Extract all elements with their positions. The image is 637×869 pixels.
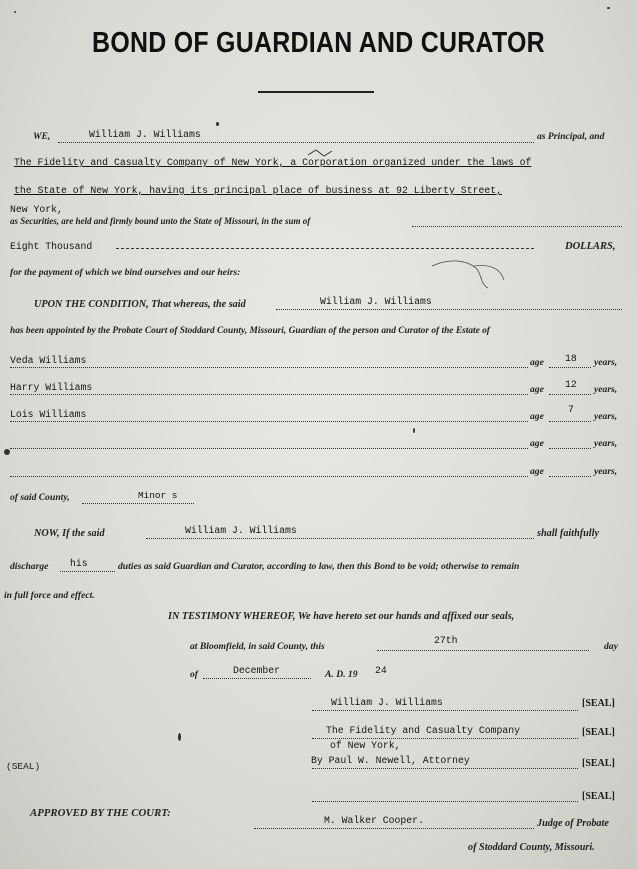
minor-line-1 <box>10 367 528 368</box>
minor-line-5 <box>10 476 528 477</box>
minor-line-3 <box>10 421 528 422</box>
age-line-5 <box>549 476 591 477</box>
sum-dashed-line <box>116 248 534 249</box>
day-dotted-line <box>377 650 589 651</box>
we-label: WE, <box>33 131 51 142</box>
seal-label-4: [SEAL] <box>582 791 615 802</box>
age-label-1: age <box>530 357 544 368</box>
signature-surety-line2: of New York, <box>330 740 401 751</box>
years-label-5: years, <box>594 466 618 477</box>
now-name: William J. Williams <box>185 525 297 536</box>
scan-speck-5 <box>14 11 16 13</box>
years-label-1: years, <box>594 357 618 368</box>
surety-line-3: New York, <box>10 204 63 215</box>
years-label-4: years, <box>594 438 618 449</box>
year-value: 24 <box>375 665 387 676</box>
county-label: of said County, <box>10 492 70 503</box>
month-dotted-line <box>203 678 311 679</box>
appointed-text: has been appointed by the Probate Court of Stoddard County, Missouri, Guardian of the person and Curator of the Estate of <box>10 326 490 336</box>
scan-speck-2 <box>413 428 415 433</box>
pronoun-dotted-line <box>60 571 115 572</box>
years-label-2: years, <box>594 384 618 395</box>
title-underline <box>258 91 374 93</box>
document-title: BOND OF GUARDIAN AND CURATOR <box>92 27 545 59</box>
seal-label-3: [SEAL] <box>582 758 615 769</box>
judge-dotted-line <box>254 828 534 829</box>
minor-name-2: Harry Williams <box>10 382 93 393</box>
payment-text: for the payment of which we bind ourselves and our heirs: <box>10 267 241 278</box>
age-line-4 <box>549 448 591 449</box>
minors-dotted-line <box>82 503 194 504</box>
sum-amount: Eight Thousand <box>10 241 93 252</box>
principal-dotted-line <box>58 142 534 143</box>
signature-line-4 <box>312 801 578 802</box>
signature-surety-line1: The Fidelity and Casualty Company <box>326 725 521 736</box>
minors-word: Minor s <box>138 490 178 501</box>
dollars-label: DOLLARS, <box>565 241 616 252</box>
surety-line-2: the State of New York, having its principal place of business at 92 Liberty Street, <box>14 185 502 196</box>
years-label-3: years, <box>594 411 618 422</box>
left-seal-label: (SEAL) <box>6 761 41 772</box>
signature-line-2 <box>312 738 578 739</box>
guardian-dotted-line <box>276 309 622 310</box>
ad-label: A. D. 19 <box>325 669 358 680</box>
held-dotted-line <box>412 226 622 227</box>
scan-mark-check <box>306 147 336 161</box>
month-value: December <box>233 665 281 676</box>
guardian-name: William J. Williams <box>320 296 432 307</box>
of-label: of <box>190 669 198 680</box>
day-label: day <box>604 641 618 652</box>
signature-line-3 <box>312 768 578 769</box>
as-principal-label: as Principal, and <box>537 131 605 142</box>
minor-line-4 <box>10 448 528 449</box>
age-label-4: age <box>530 438 544 449</box>
age-line-3 <box>549 421 591 422</box>
principal-name: William J. Williams <box>89 129 201 140</box>
minor-line-2 <box>10 394 528 395</box>
scan-speck-4 <box>4 449 10 455</box>
discharge-label: discharge <box>10 561 49 572</box>
now-text: NOW, If the said <box>34 528 105 539</box>
held-text: as Securities, are held and firmly bound unto the State of Missouri, in the sum of <box>10 216 311 226</box>
county-name: of Stoddard County, Missouri. <box>468 842 595 853</box>
minor-name-3: Lois Williams <box>10 409 87 420</box>
signature-line-1 <box>312 710 578 711</box>
age-label-3: age <box>530 411 544 422</box>
seal-label-1: [SEAL] <box>582 698 615 709</box>
minor-age-2: 12 <box>565 379 577 390</box>
minor-name-1: Veda Williams <box>10 355 87 366</box>
minor-age-3: 7 <box>568 404 574 415</box>
judge-name: M. Walker Cooper. <box>324 815 424 826</box>
now-dotted-line <box>146 538 534 539</box>
signature-principal: William J. Williams <box>331 697 443 708</box>
pronoun-value: his <box>70 558 88 569</box>
at-bloomfield-text: at Bloomfield, in said County, this <box>190 641 325 652</box>
signature-surety-line3: By Paul W. Newell, Attorney <box>311 755 470 766</box>
minor-age-1: 18 <box>565 353 577 364</box>
age-line-2 <box>549 394 591 395</box>
age-label-2: age <box>530 384 544 395</box>
force-text: in full force and effect. <box>4 590 95 601</box>
seal-label-2: [SEAL] <box>582 727 615 738</box>
surety-line-1: The Fidelity and Casualty Company of New York, a Corporation organized under the laws of <box>14 157 532 168</box>
age-label-5: age <box>530 466 544 477</box>
scan-mark-scribble <box>430 254 520 294</box>
duties-text: duties as said Guardian and Curator, according to law, then this Bond to be void; otherwise to remain <box>118 561 520 572</box>
day-value: 27th <box>434 635 458 646</box>
judge-title: Judge of Probate <box>537 818 609 829</box>
age-line-1 <box>549 367 591 368</box>
upon-condition-text: UPON THE CONDITION, That whereas, the said <box>34 299 246 310</box>
scan-speck-6 <box>607 7 610 9</box>
scan-speck-3 <box>178 733 181 741</box>
approved-label: APPROVED BY THE COURT: <box>30 807 171 819</box>
faithfully-label: shall faithfully <box>537 528 599 539</box>
scan-speck-1 <box>216 122 219 126</box>
testimony-line: IN TESTIMONY WHEREOF, We have hereto set our hands and affixed our seals, <box>168 611 515 622</box>
